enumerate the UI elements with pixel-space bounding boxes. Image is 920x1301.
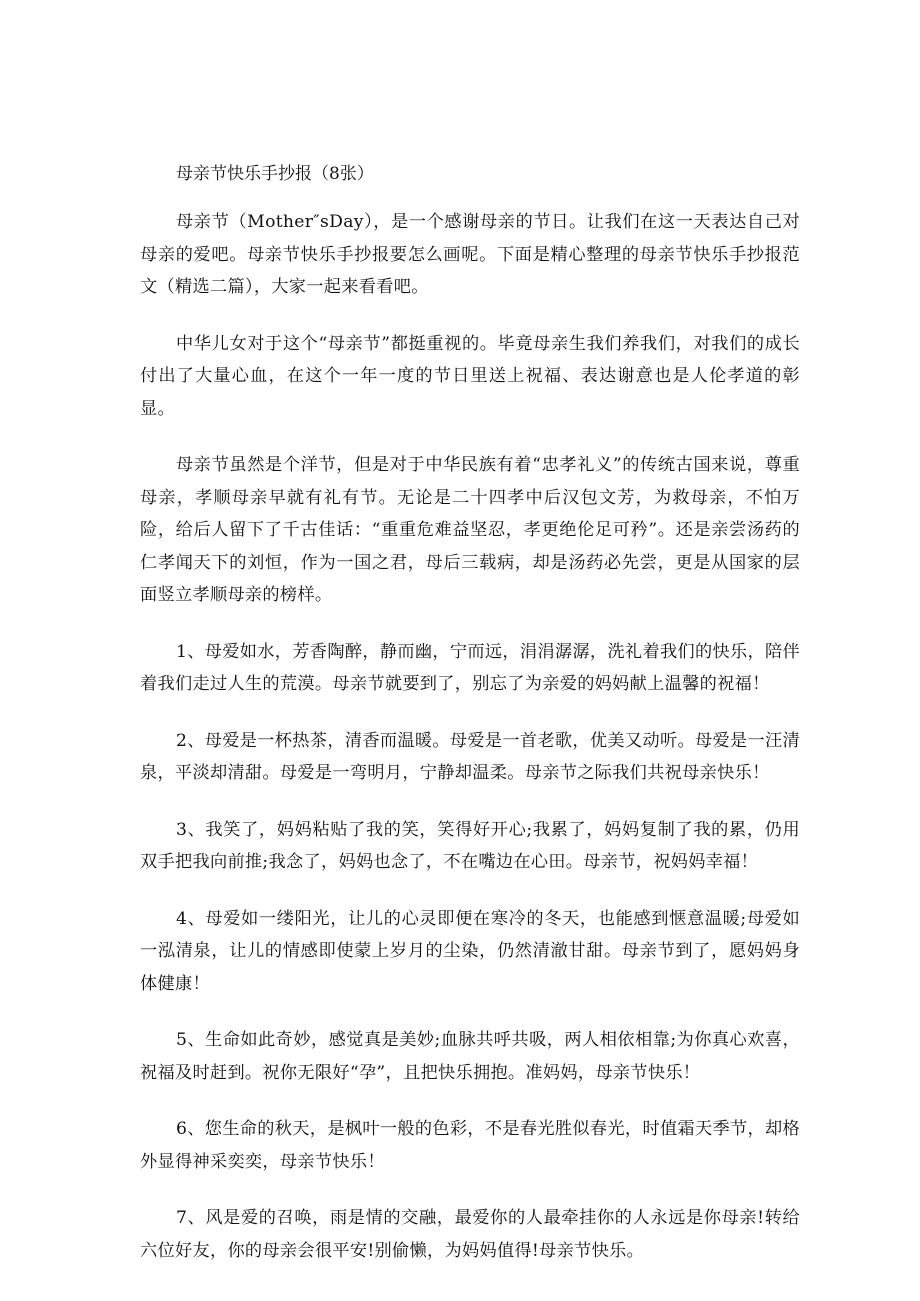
wish-item-2: 2、母爱是一杯热茶，清香而温暖。母爱是一首老歌，优美又动听。母爱是一汪清泉，平淡却清甜。母爱是一弯明月，宁静却温柔。母亲节之际我们共祝母亲快乐！ [140,730,800,783]
wish-item-5: 5、生命如此奇妙，感觉真是美妙;血脉共呼共吸，两人相依相靠;为你真心欢喜，祝福及时赶到。祝你无限好“孕”，且把快乐拥抱。准妈妈，母亲节快乐！ [140,1030,800,1083]
wish-item-4: 4、母爱如一缕阳光，让儿的心灵即便在寒冷的冬天，也能感到惬意温暖;母爱如一泓清泉，让儿的情感即使蒙上岁月的尘染，仍然清澈甘甜。母亲节到了，愿妈妈身体健康！ [140,908,800,994]
document-title: 母亲节快乐手抄报（8张） [176,164,374,184]
wish-item-6: 6、您生命的秋天，是枫叶一般的色彩，不是春光胜似春光，时值霜天季节，却格外显得神采奕奕，母亲节快乐！ [140,1119,800,1172]
intro-paragraph: 母亲节（Mother″sDay），是一个感谢母亲的节日。让我们在这一天表达自己对母亲的爱吧。母亲节快乐手抄报要怎么画呢。下面是精心整理的母亲节快乐手抄报范文（精选二篇），大家一起来看看吧。 [140,212,800,297]
body-paragraph: 母亲节虽然是个洋节，但是对于中华民族有着“忠孝礼义”的传统古国来说，尊重母亲，孝顺母亲早就有礼有节。无论是二十四孝中后汉包文芳，为救母亲，不怕万险，给后人留下了千古佳话：“重重危难益坚忍，孝更绝伦足可矜”。还是亲尝汤药的仁孝闻天下的刘恒，作为一国之君，母后三载病，却是汤药必先尝，更是从国家的层面竖立孝顺母亲的榜样。 [140,455,800,605]
wish-item-1: 1、母爱如水，芳香陶醉，静而幽，宁而远，涓涓潺潺，洗礼着我们的快乐，陪伴着我们走过人生的荒漠。母亲节就要到了，别忘了为亲爱的妈妈献上温馨的祝福！ [140,641,800,694]
document-page [140,158,800,1291]
body-paragraph: 中华儿女对于这个“母亲节”都挺重视的。毕竟母亲生我们养我们，对我们的成长付出了大量心血，在这个一年一度的节日里送上祝福、表达谢意也是人伦孝道的彰显。 [140,333,800,419]
wish-item-3: 3、我笑了，妈妈粘贴了我的笑，笑得好开心;我累了，妈妈复制了我的累，仍用双手把我向前推;我念了，妈妈也念了，不在嘴边在心田。母亲节，祝妈妈幸福！ [140,819,800,872]
wish-item-7: 7、风是爱的召唤，雨是情的交融，最爱你的人最牵挂你的人永远是你母亲!转给六位好友，你的母亲会很平安!别偷懒，为妈妈值得!母亲节快乐。 [140,1208,800,1261]
